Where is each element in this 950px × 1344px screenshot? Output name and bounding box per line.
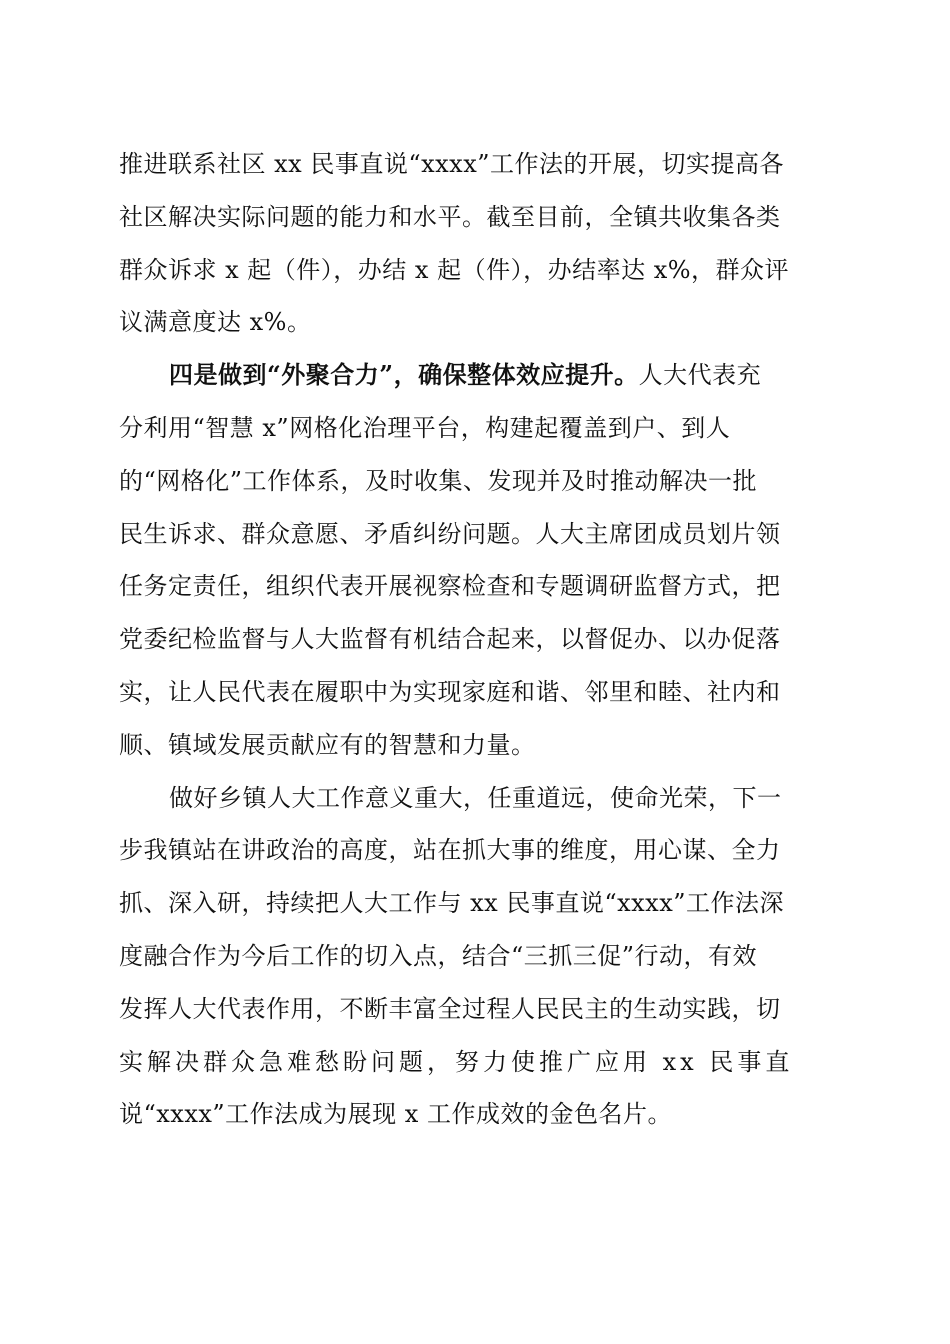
text-line: 做好乡镇人大工作意义重大，任重道远，使命光荣，下一	[169, 783, 782, 812]
paragraph-1	[119, 138, 829, 349]
text-line: 分利用“智慧 x”网格化治理平台，构建起覆盖到户、到人	[119, 413, 731, 442]
document-body	[119, 138, 829, 1141]
text-line: 说“xxxx”工作法成为展现 x 工作成效的金色名片。	[119, 1100, 672, 1129]
text-line: 的“网格化”工作体系，及时收集、发现并及时推动解决一批	[119, 466, 758, 495]
text-line: 发挥人大代表作用，不断丰富全过程人民民主的生动实践，切	[119, 994, 781, 1023]
text-line: 顺、镇域发展贡献应有的智慧和力量。	[119, 730, 536, 759]
text-line: 民生诉求、群众意愿、矛盾纠纷问题。人大主席团成员划片领	[119, 519, 781, 548]
text-line: 社区解决实际问题的能力和水平。截至目前，全镇共收集各类	[119, 202, 781, 231]
text-line: 度融合作为今后工作的切入点，结合“三抓三促”行动，有效	[119, 941, 758, 970]
text-line	[119, 349, 829, 402]
text-line: 任务定责任，组织代表开展视察检查和专题调研监督方式，把	[119, 572, 781, 601]
text-line: 推进联系社区 xx 民事直说“xxxx”工作法的开展，切实提高各	[119, 150, 785, 178]
paragraph-lead-heading: 四是做到“外聚合力”，确保整体效应提升。	[169, 360, 639, 390]
text-line: 议满意度达 x%。	[119, 308, 312, 337]
text-line: 实解决群众急难愁盼问题，努力使推广应用 xx 民事直	[119, 1047, 794, 1076]
text-line: 实，让人民代表在履职中为实现家庭和谐、邻里和睦、社内和	[119, 677, 781, 706]
paragraph-3	[119, 772, 829, 1142]
text-line: 党委纪检监督与人大监督有机结合起来，以督促办、以办促落	[119, 625, 781, 654]
paragraph-2	[119, 349, 829, 771]
text-line: 抓、深入研，持续把人大工作与 xx 民事直说“xxxx”工作法深	[119, 889, 785, 918]
text-line: 步我镇站在讲政治的高度，站在抓大事的维度，用心谋、全力	[119, 836, 781, 865]
text-line: 群众诉求 x 起（件），办结 x 起（件），办结率达 x%，群众评	[119, 255, 790, 284]
text-fragment: 人大代表充	[638, 361, 762, 390]
